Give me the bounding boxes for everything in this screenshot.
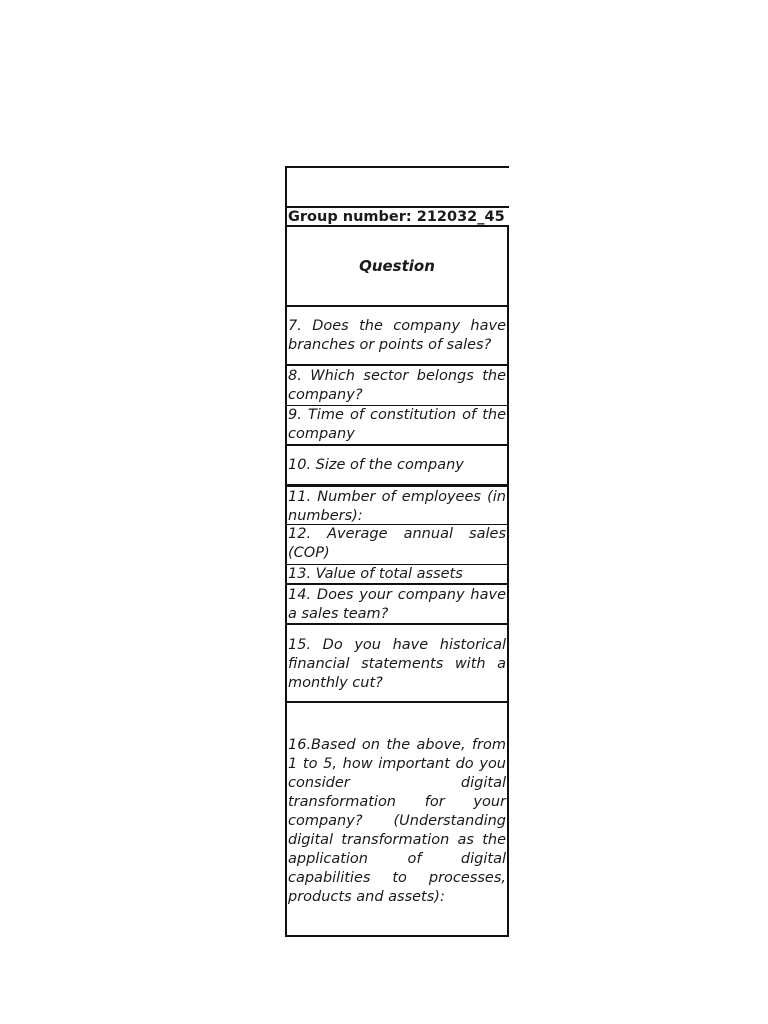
question-14-cell [287, 585, 509, 625]
question-8-text: 8. Which sector belongs the company? [288, 368, 506, 403]
question-15-text: 15. Do you have historical financial statements with a monthly cut? [288, 637, 506, 691]
question-8-cell [287, 366, 509, 406]
question-10-text: 10. Size of the company [288, 457, 464, 473]
question-9-text: 9. Time of constitution of the company [288, 407, 506, 442]
question-16-text: 16.Based on the above, from 1 to 5, how important do you consider digital transformation for your company? (Understanding digital transformation as the application of digital capabilities to processes, products and assets): [288, 737, 506, 905]
question-column-header [287, 227, 509, 307]
question-11-cell [287, 486, 509, 525]
question-16-cell [287, 703, 509, 937]
question-7-text: 7. Does the company have branches or points of sales? [288, 318, 506, 353]
question-7-cell [287, 307, 509, 366]
question-12-cell [287, 525, 509, 565]
question-15-cell [287, 625, 509, 703]
question-9-cell [287, 406, 509, 446]
group-number-label: Group number: 212032_45 [287, 206, 509, 227]
survey-table [285, 166, 509, 937]
question-header-text: Question [359, 257, 435, 275]
question-13-text: 13. Value of total assets [288, 566, 463, 582]
question-10-cell [287, 446, 509, 486]
question-13-cell [287, 565, 509, 585]
blank-top-row [287, 168, 509, 206]
question-12-text: 12. Average annual sales (COP) [288, 526, 506, 561]
question-14-text: 14. Does your company have a sales team? [288, 587, 506, 622]
question-11-text: 11. Number of employees (in numbers): [288, 489, 506, 524]
